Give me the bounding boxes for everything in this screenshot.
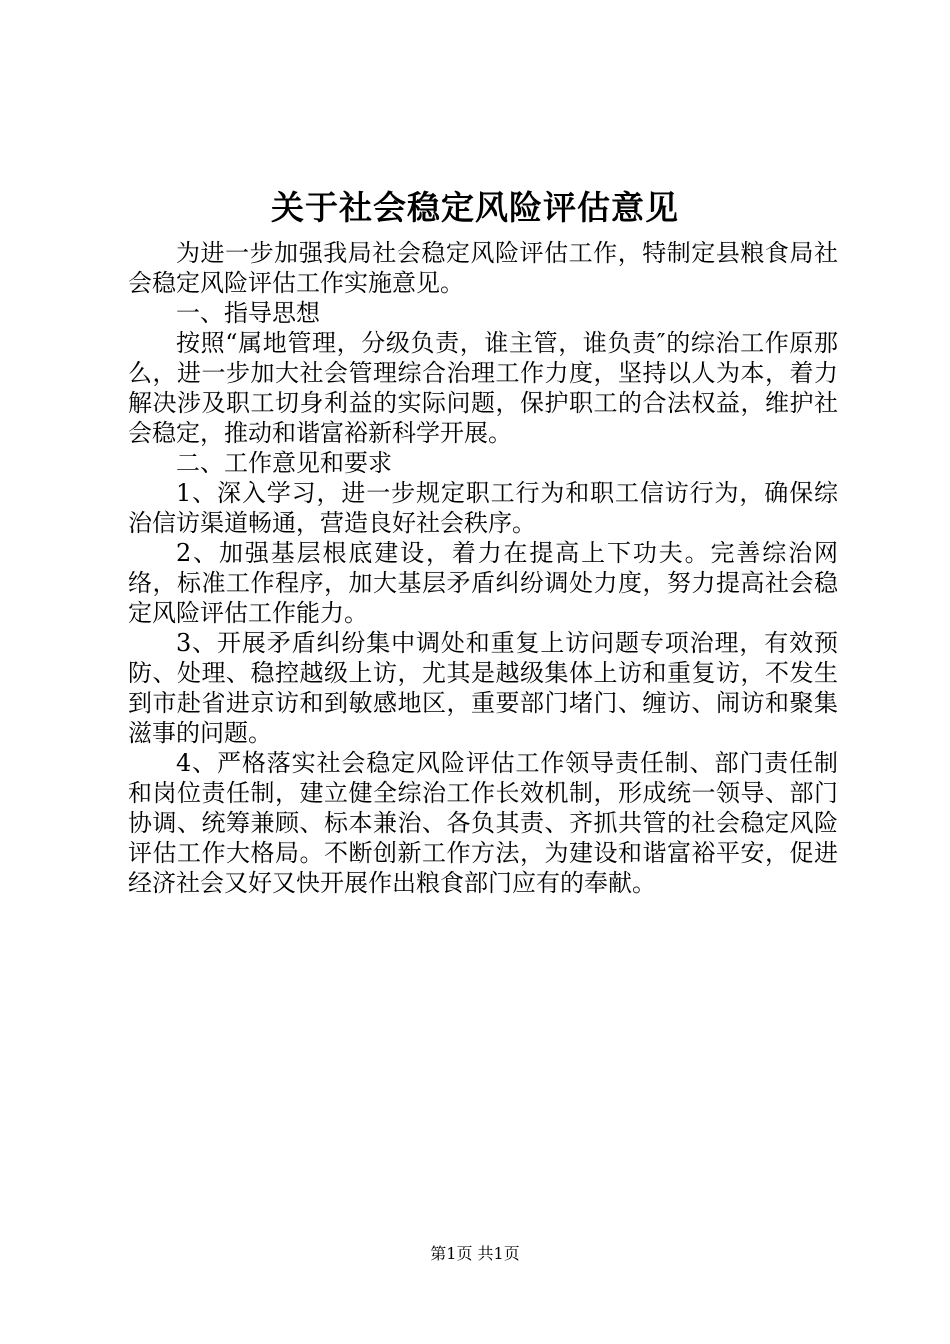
document-title: 关于社会稳定风险评估意见 <box>271 188 679 227</box>
page-number-footer: 第1页 共1页 <box>430 1244 520 1263</box>
paragraph-item-4: 4、严格落实社会稳定风险评估工作领导责任制、部门责任制和岗位责任制，建立健全综治工作长效机制，形成统一领导、部门协调、统筹兼顾、标本兼治、各负其责、齐抓共管的社会稳定风险评估工作大格局。不断创新工作方法，为建设和谐富裕平安，促进经济社会又好又快开展作出粮食部门应有的奉献。 <box>128 749 838 897</box>
paragraph-guiding-thought: 按照“属地管理，分级负责，谁主管，谁负责″的综治工作原那么，进一步加大社会管理综合治理工作力度，坚持以人为本，着力解决涉及职工切身利益的实际问题，保护职工的合法权益，维护社会稳定，推动和谐富裕新科学开展。 <box>128 329 838 447</box>
paragraph-item-2: 2、加强基层根底建设，着力在提高上下功夫。完善综治网络，标准工作程序，加大基层矛盾纠纷调处力度，努力提高社会稳定风险评估工作能力。 <box>128 539 838 627</box>
section-heading-guiding-thought: 一、指导思想 <box>176 299 320 327</box>
section-heading-work-opinions: 二、工作意见和要求 <box>176 449 392 477</box>
paragraph-item-3: 3、开展矛盾纠纷集中调处和重复上访问题专项治理，有效预防、处理、稳控越级上访，尤其是越级集体上访和重复访，不发生到市赴省进京访和到敏感地区，重要部门堵门、缠访、闹访和聚集滋事的问题。 <box>128 629 838 747</box>
document-body <box>128 238 838 898</box>
paragraph-item-1: 1、深入学习，进一步规定职工行为和职工信访行为，确保综治信访渠道畅通，营造良好社会秩序。 <box>128 479 838 537</box>
paragraph-intro: 为进一步加强我局社会稳定风险评估工作，特制定县粮食局社会稳定风险评估工作实施意见。 <box>128 239 838 297</box>
